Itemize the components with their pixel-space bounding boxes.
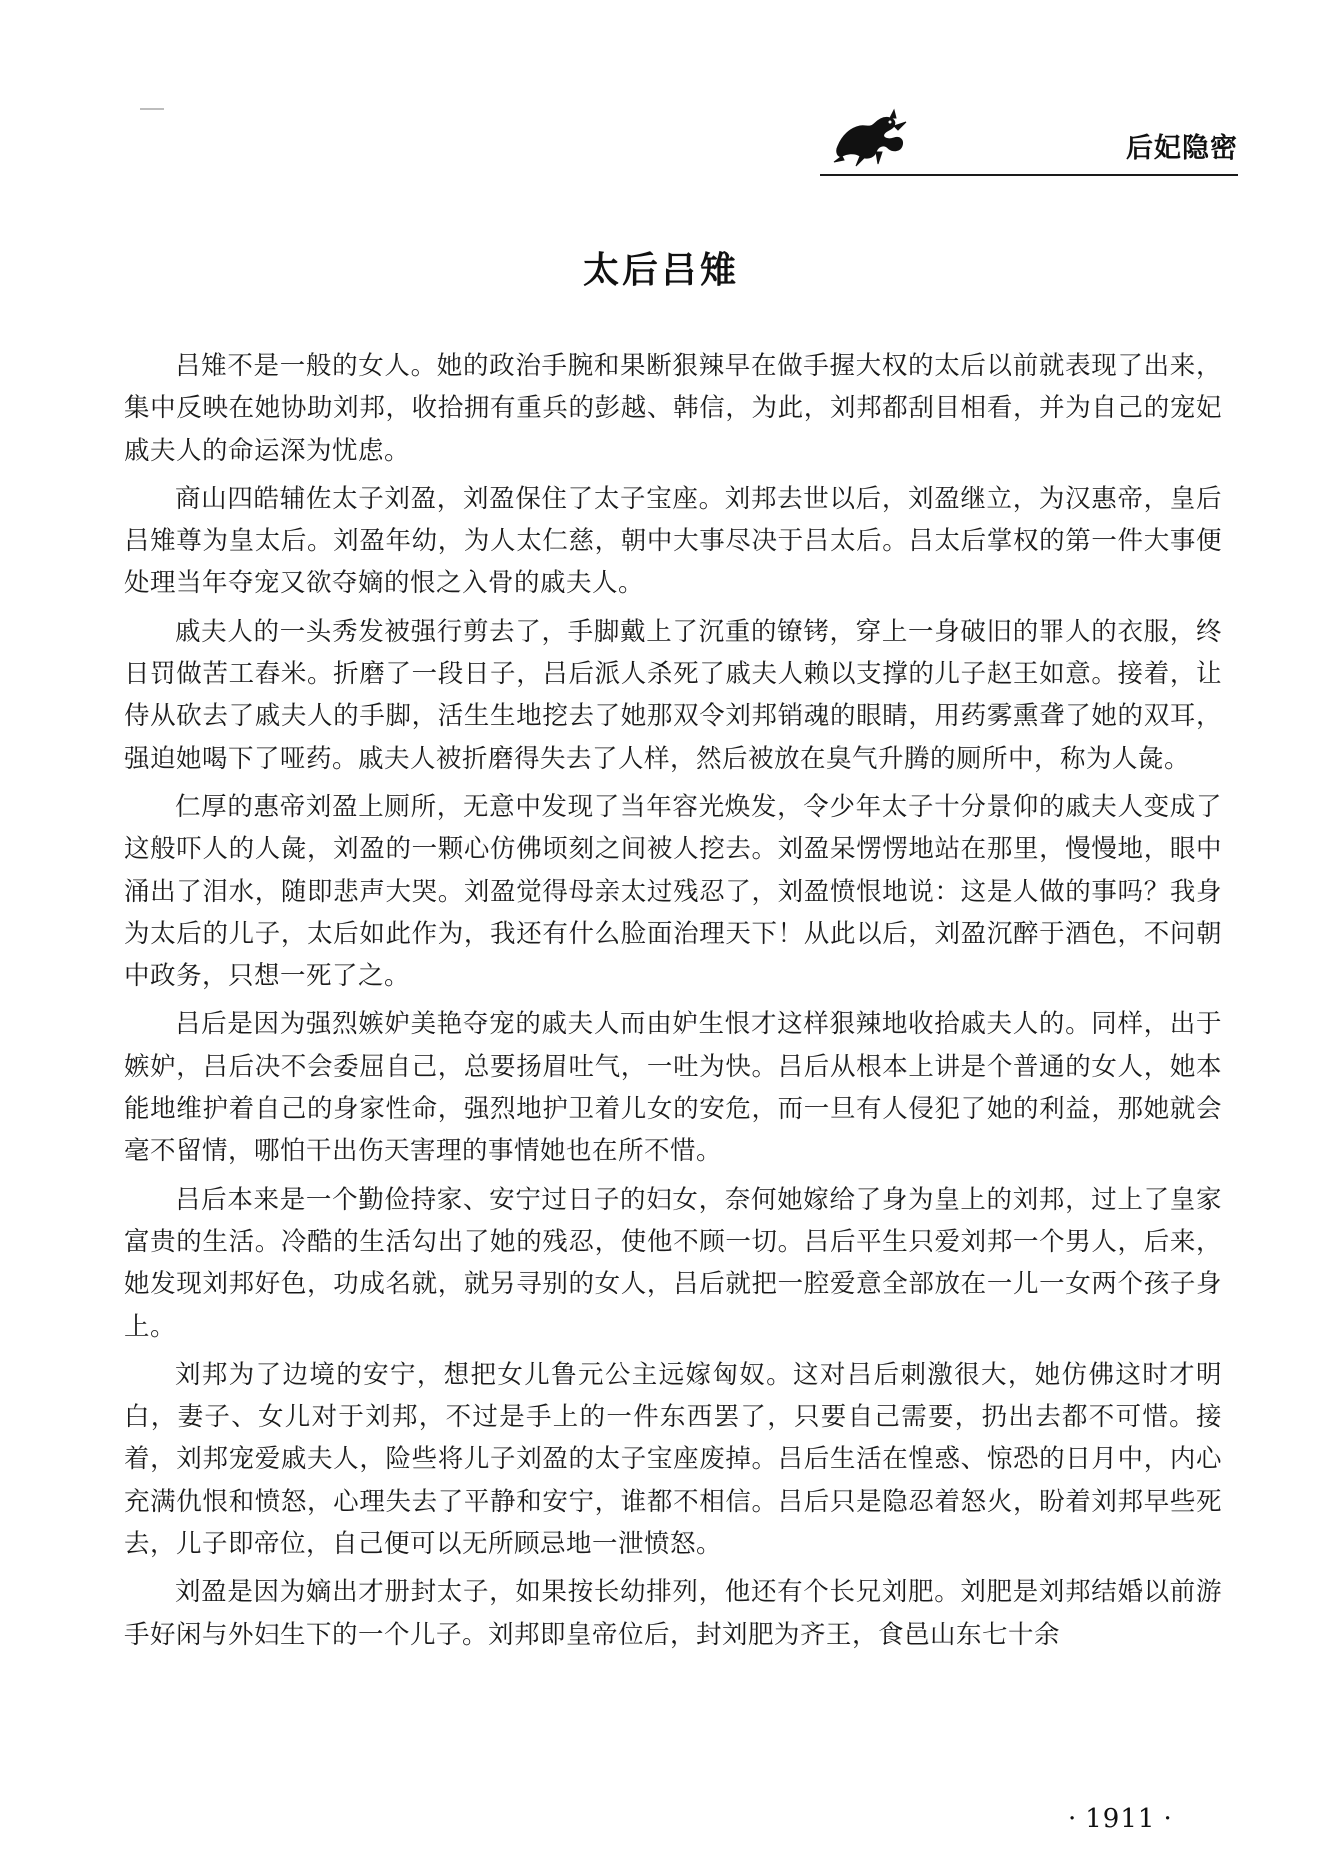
article-body [124,345,1222,1662]
page-number-value: 1911 [1085,1804,1156,1834]
paragraph: 仁厚的惠帝刘盈上厕所，无意中发现了当年容光焕发，令少年太子十分景仰的戚夫人变成了这般吓人的人彘，刘盈的一颗心仿佛顷刻之间被人挖去。刘盈呆愣愣地站在那里，慢慢地，眼中涌出了泪水，随即悲声大哭。刘盈觉得母亲太过残忍了，刘盈愤恨地说：这是人做的事吗？我身为太后的儿子，太后如此作为，我还有什么脸面治理天下！从此以后，刘盈沉醉于酒色，不问朝中政务，只想一死了之。 [124,791,1222,992]
paragraph: 刘邦为了边境的安宁，想把女儿鲁元公主远嫁匈奴。这对吕后刺激很大，她仿佛这时才明白，妻子、女儿对于刘邦，不过是手上的一件东西罢了，只要自己需要，扔出去都不可惜。接着，刘邦宠爱戚夫人，险些将儿子刘盈的太子宝座废掉。吕后生活在惶惑、惊恐的日月中，内心充满仇恨和愤怒，心理失去了平静和安宁，谁都不相信。吕后只是隐忍着怒火，盼着刘邦早些死去，儿子即帝位，自己便可以无所顾忌地一泄愤怒。 [124,1359,1222,1560]
page-number-dot-left: · [1068,1804,1078,1834]
dragon-icon [832,106,912,168]
paragraph: 商山四皓辅佐太子刘盈，刘盈保住了太子宝座。刘邦去世以后，刘盈继立，为汉惠帝，皇后吕雉尊为皇太后。刘盈年幼，为人太仁慈，朝中大事尽决于吕太后。吕太后掌权的第一件大事便处理当年夺宠又欲夺嫡的恨之入骨的戚夫人。 [124,483,1222,599]
paragraph: 刘盈是因为嫡出才册封太子，如果按长幼排列，他还有个长兄刘肥。刘肥是刘邦结婚以前游手好闲与外妇生下的一个儿子。刘邦即皇帝位后，封刘肥为齐王，食邑山东七十余 [124,1577,1222,1650]
paragraph: 吕后本来是一个勤俭持家、安宁过日子的妇女，奈何她嫁给了身为皇上的刘邦，过上了皇家富贵的生活。冷酷的生活勾出了她的残忍，使他不顾一切。吕后平生只爱刘邦一个男人，后来，她发现刘邦好色，功成名就，就另寻别的女人，吕后就把一腔爱意全部放在一儿一女两个孩子身上。 [124,1184,1222,1342]
paragraph: 吕后是因为强烈嫉妒美艳夺宠的戚夫人而由妒生恨才这样狠辣地收拾戚夫人的。同样，出于嫉妒，吕后决不会委屈自己，总要扬眉吐气，一吐为快。吕后从根本上讲是个普通的女人，她本能地维护着自己的身家性命，强烈地护卫着儿女的安危，而一旦有人侵犯了她的利益，那她就会毫不留情，哪怕干出伤天害理的事情她也在所不惜。 [124,1009,1222,1167]
section-title: 后妃隐密 [1126,133,1238,164]
paragraph: 戚夫人的一头秀发被强行剪去了，手脚戴上了沉重的镣铐，穿上一身破旧的罪人的衣服，终日罚做苦工舂米。折磨了一段日子，吕后派人杀死了戚夫人赖以支撑的儿子赵王如意。接着，让侍从砍去了戚夫人的手脚，活生生地挖去了她那双令刘邦销魂的眼睛，用药雾熏聋了她的双耳，强迫她喝下了哑药。戚夫人被折磨得失去了人样，然后被放在臭气升腾的厕所中，称为人彘。 [124,616,1222,774]
scan-speck [140,108,164,110]
page-number-dot-right: · [1163,1804,1173,1834]
running-header [820,100,1240,180]
page-number [1060,1804,1181,1834]
article-title: 太后吕雉 [582,250,739,291]
header-rule [820,174,1238,176]
paragraph: 吕雉不是一般的女人。她的政治手腕和果断狠辣早在做手握大权的太后以前就表现了出来，集中反映在她协助刘邦，收拾拥有重兵的彭越、韩信，为此，刘邦都刮目相看，并为自己的宠妃戚夫人的命运深为忧虑。 [124,351,1222,466]
